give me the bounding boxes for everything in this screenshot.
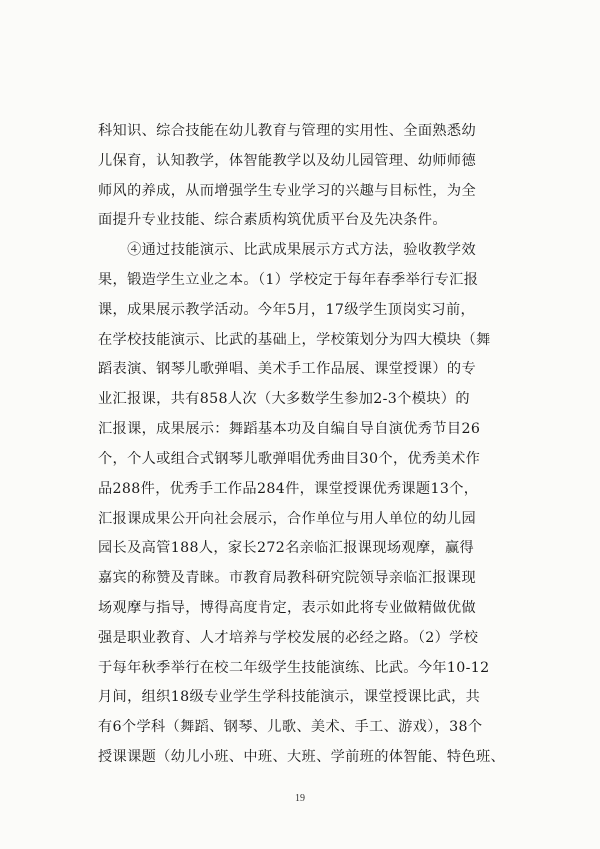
body-text-line: 汇报课成果公开向社会展示，合作单位与用人单位的幼儿园 — [98, 510, 476, 527]
body-text-line: 个，个人或组合式钢琴儿歌弹唱优秀曲目30个，优秀美术作 — [98, 450, 481, 467]
body-text-line: 品288件，优秀手工作品284件，课堂授课优秀课题13个， — [98, 480, 479, 497]
body-text-line: 业汇报课，共有858人次（大多数学生参加2-3个模块）的 — [98, 391, 470, 408]
body-text-line: 儿保育，认知教学，体智能教学以及幼儿园管理、幼师师德 — [98, 152, 476, 169]
body-text-line: ④通过技能演示、比武成果展示方式方法，验收教学效 — [98, 242, 476, 259]
body-text-line: 蹈表演、钢琴儿歌弹唱、美术手工作品展、课堂授课）的专 — [98, 361, 476, 378]
body-text-line: 课，成果展示教学活动。今年5月，17级学生顶岗实习前， — [98, 301, 476, 318]
body-text-line: 在学校技能演示、比武的基础上，学校策划分为四大模块（舞 — [98, 331, 491, 348]
body-text-line: 强是职业教育、人才培养与学校发展的必经之路。（2）学校 — [98, 629, 479, 646]
body-text-line: 有6个学科（舞蹈、钢琴、儿歌、美术、手工、游戏），38个 — [98, 719, 483, 736]
body-text-line: 果，锻造学生立业之本。（1）学校定于每年春季举行专汇报 — [98, 272, 479, 289]
page-number: 19 — [295, 793, 305, 804]
body-text-line: 授课课题（幼儿小班、中班、大班、学前班的体智能、特色班、 — [98, 749, 506, 765]
body-text-line: 面提升专业技能、综合素质构筑优质平台及先决条件。 — [98, 212, 447, 229]
body-text-line: 园长及高管188人，家长272名亲临汇报课现场观摩，赢得 — [98, 540, 475, 557]
body-text-line: 嘉宾的称赞及青睐。市教育局教科研究院领导亲临汇报课现 — [98, 570, 476, 587]
body-text-line: 科知识、综合技能在幼儿教育与管理的实用性、全面熟悉幼 — [98, 123, 476, 139]
body-text-line: 场观摩与指导，博得高度肯定，表示如此将专业做精做优做 — [98, 599, 476, 616]
body-text-line: 师风的养成，从而增强学生专业学习的兴趣与目标性，为全 — [98, 182, 476, 199]
body-text-line: 汇报课，成果展示：舞蹈基本功及自编自导自演优秀节目26 — [98, 421, 481, 438]
body-text-line: 于每年秋季举行在校二年级学生技能演练、比武。今年10-12 — [98, 659, 490, 676]
body-text-line: 月间，组织18级专业学生学科技能演示，课堂授课比武，共 — [98, 689, 481, 706]
